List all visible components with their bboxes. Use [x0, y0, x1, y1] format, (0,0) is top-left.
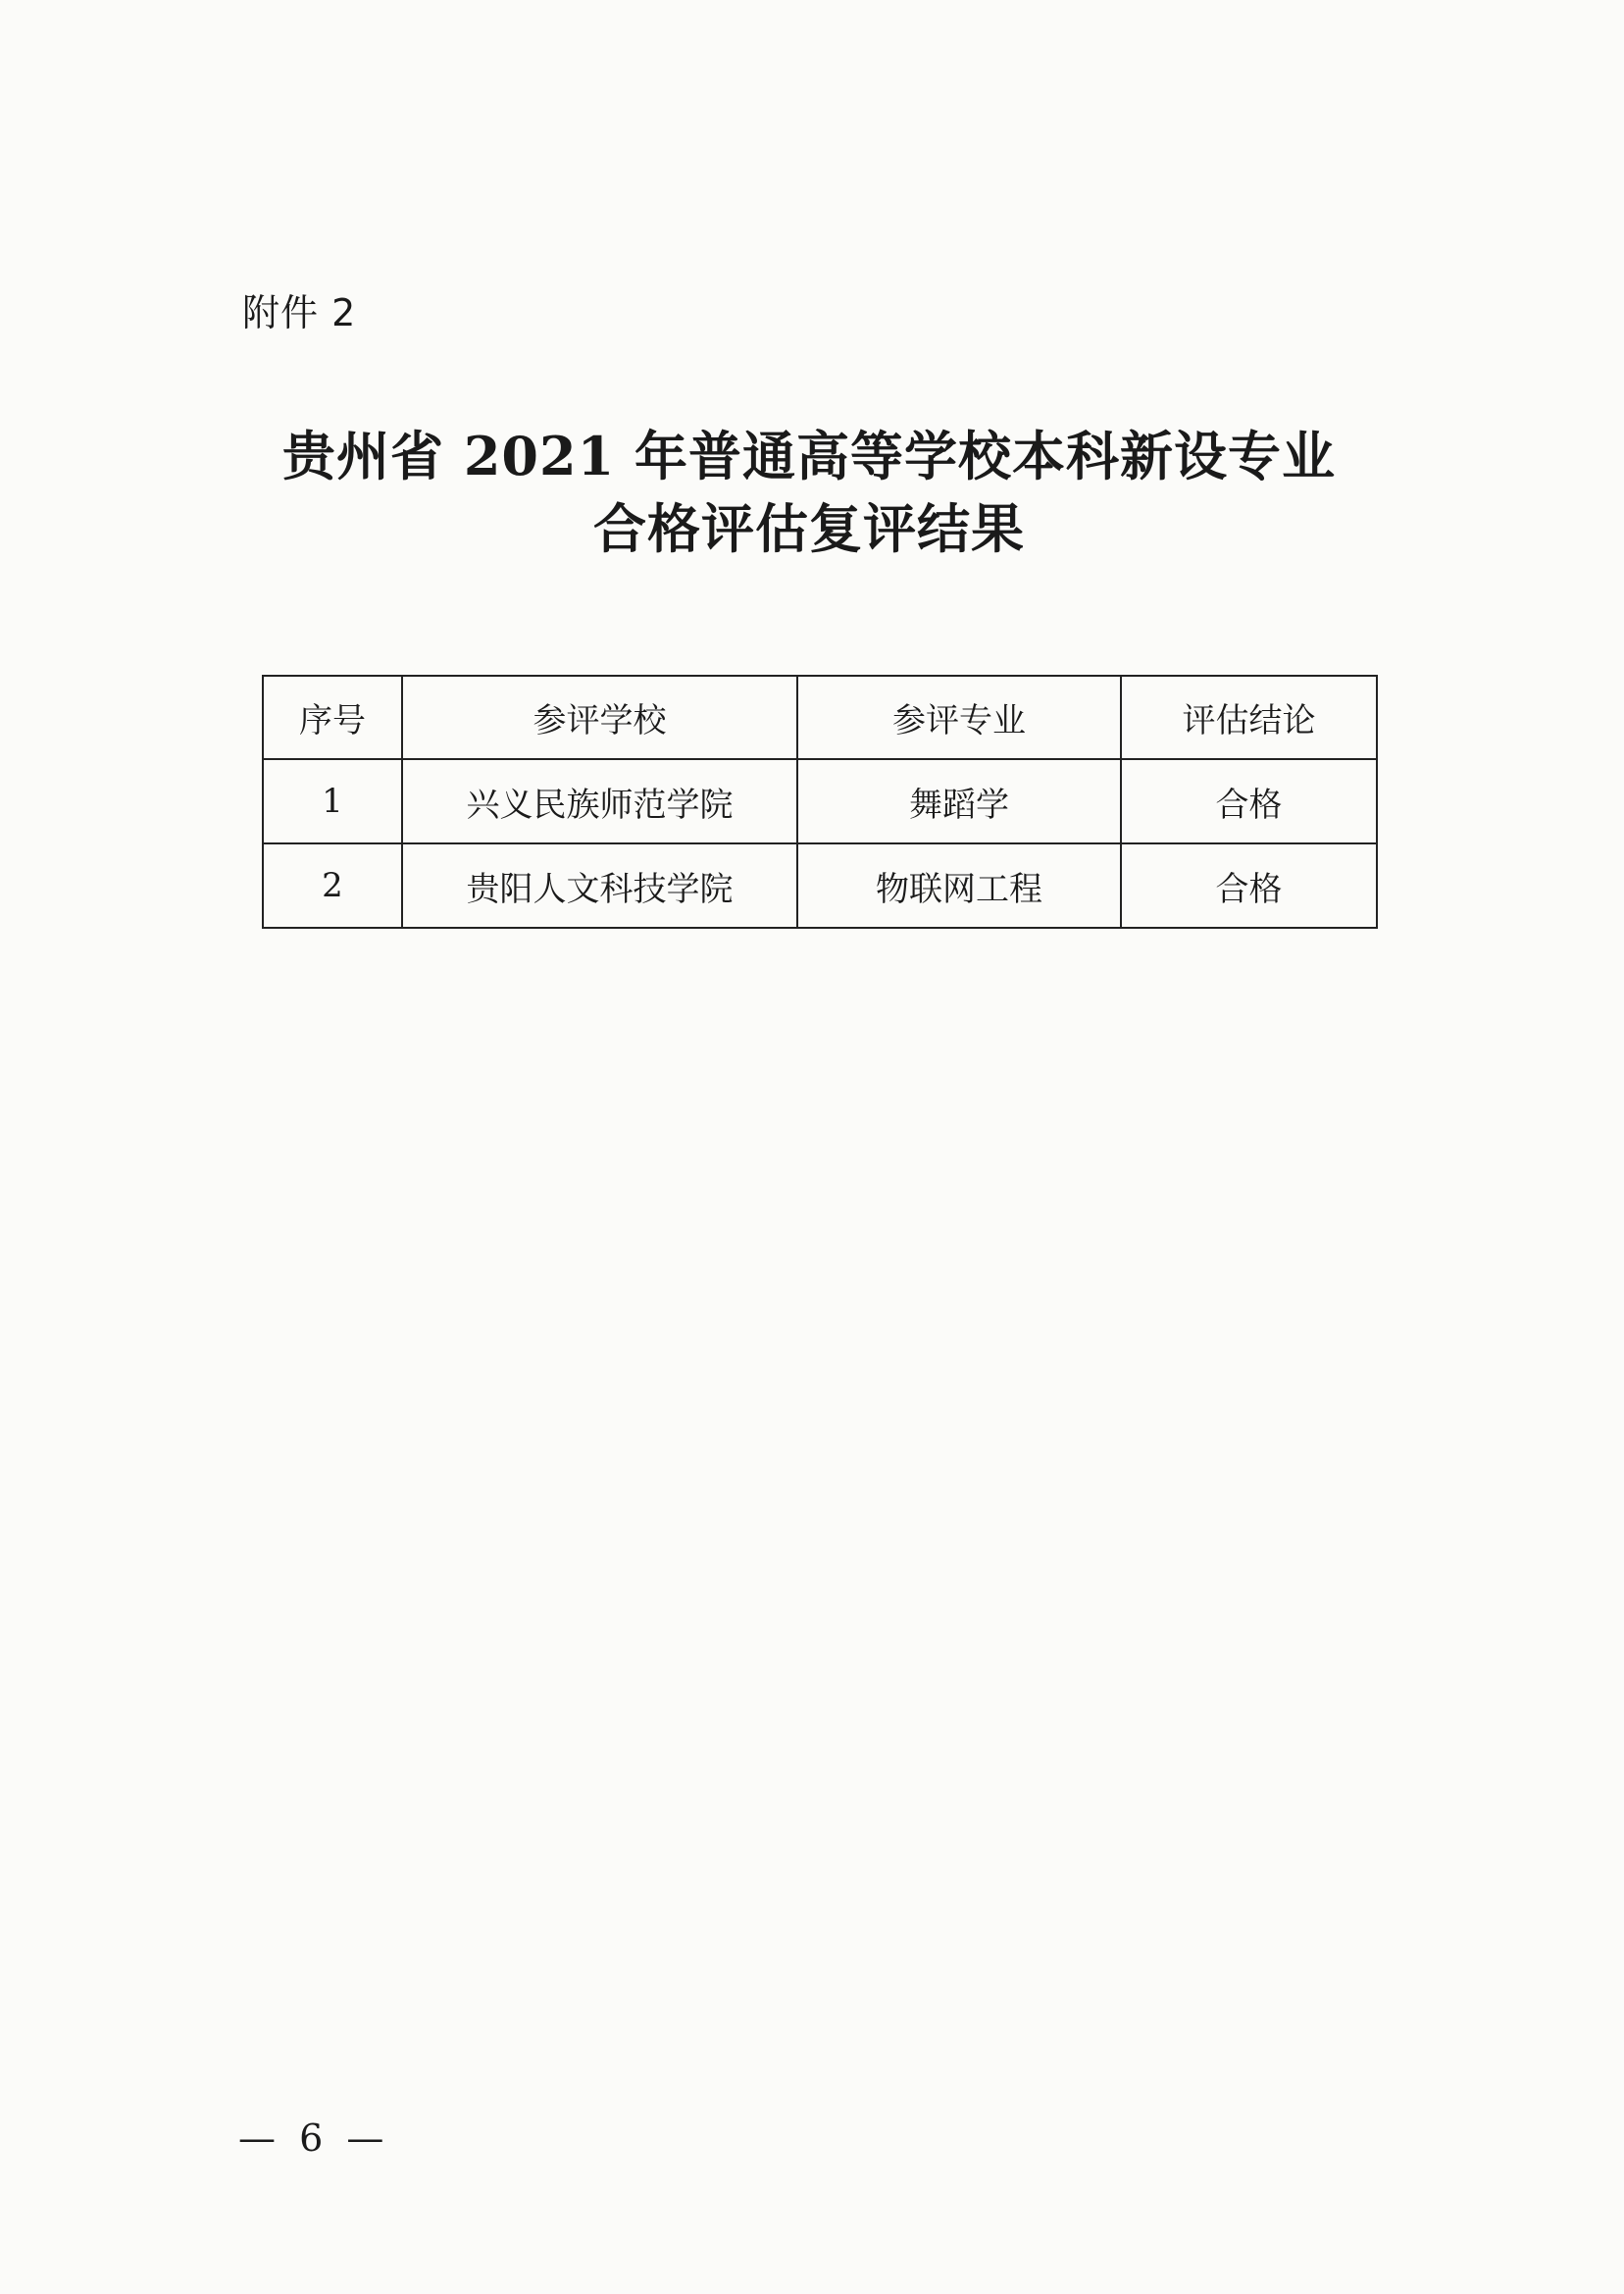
header-major: 参评专业 — [797, 676, 1121, 759]
cell-seq: 2 — [263, 843, 402, 928]
title-line-1: 贵州省 2021 年普通高等学校本科新设专业 — [282, 425, 1336, 487]
cell-result: 合格 — [1121, 759, 1377, 843]
table-row — [263, 759, 1377, 843]
cell-school: 贵阳人文科技学院 — [402, 843, 797, 928]
cell-major: 舞蹈学 — [797, 759, 1121, 843]
header-school: 参评学校 — [402, 676, 797, 759]
header-seq: 序号 — [263, 676, 402, 759]
title-line-2: 合格评估复评结果 — [593, 497, 1025, 560]
table-header-row — [263, 676, 1377, 759]
page-number: — 6 — — [238, 2116, 390, 2160]
cell-school: 兴义民族师范学院 — [402, 759, 797, 843]
cell-result: 合格 — [1121, 843, 1377, 928]
header-result: 评估结论 — [1121, 676, 1377, 759]
document-title — [226, 420, 1393, 565]
results-table — [262, 675, 1378, 929]
cell-seq: 1 — [263, 759, 402, 843]
cell-major: 物联网工程 — [797, 843, 1121, 928]
table-row — [263, 843, 1377, 928]
attachment-label: 附件 2 — [242, 291, 357, 334]
